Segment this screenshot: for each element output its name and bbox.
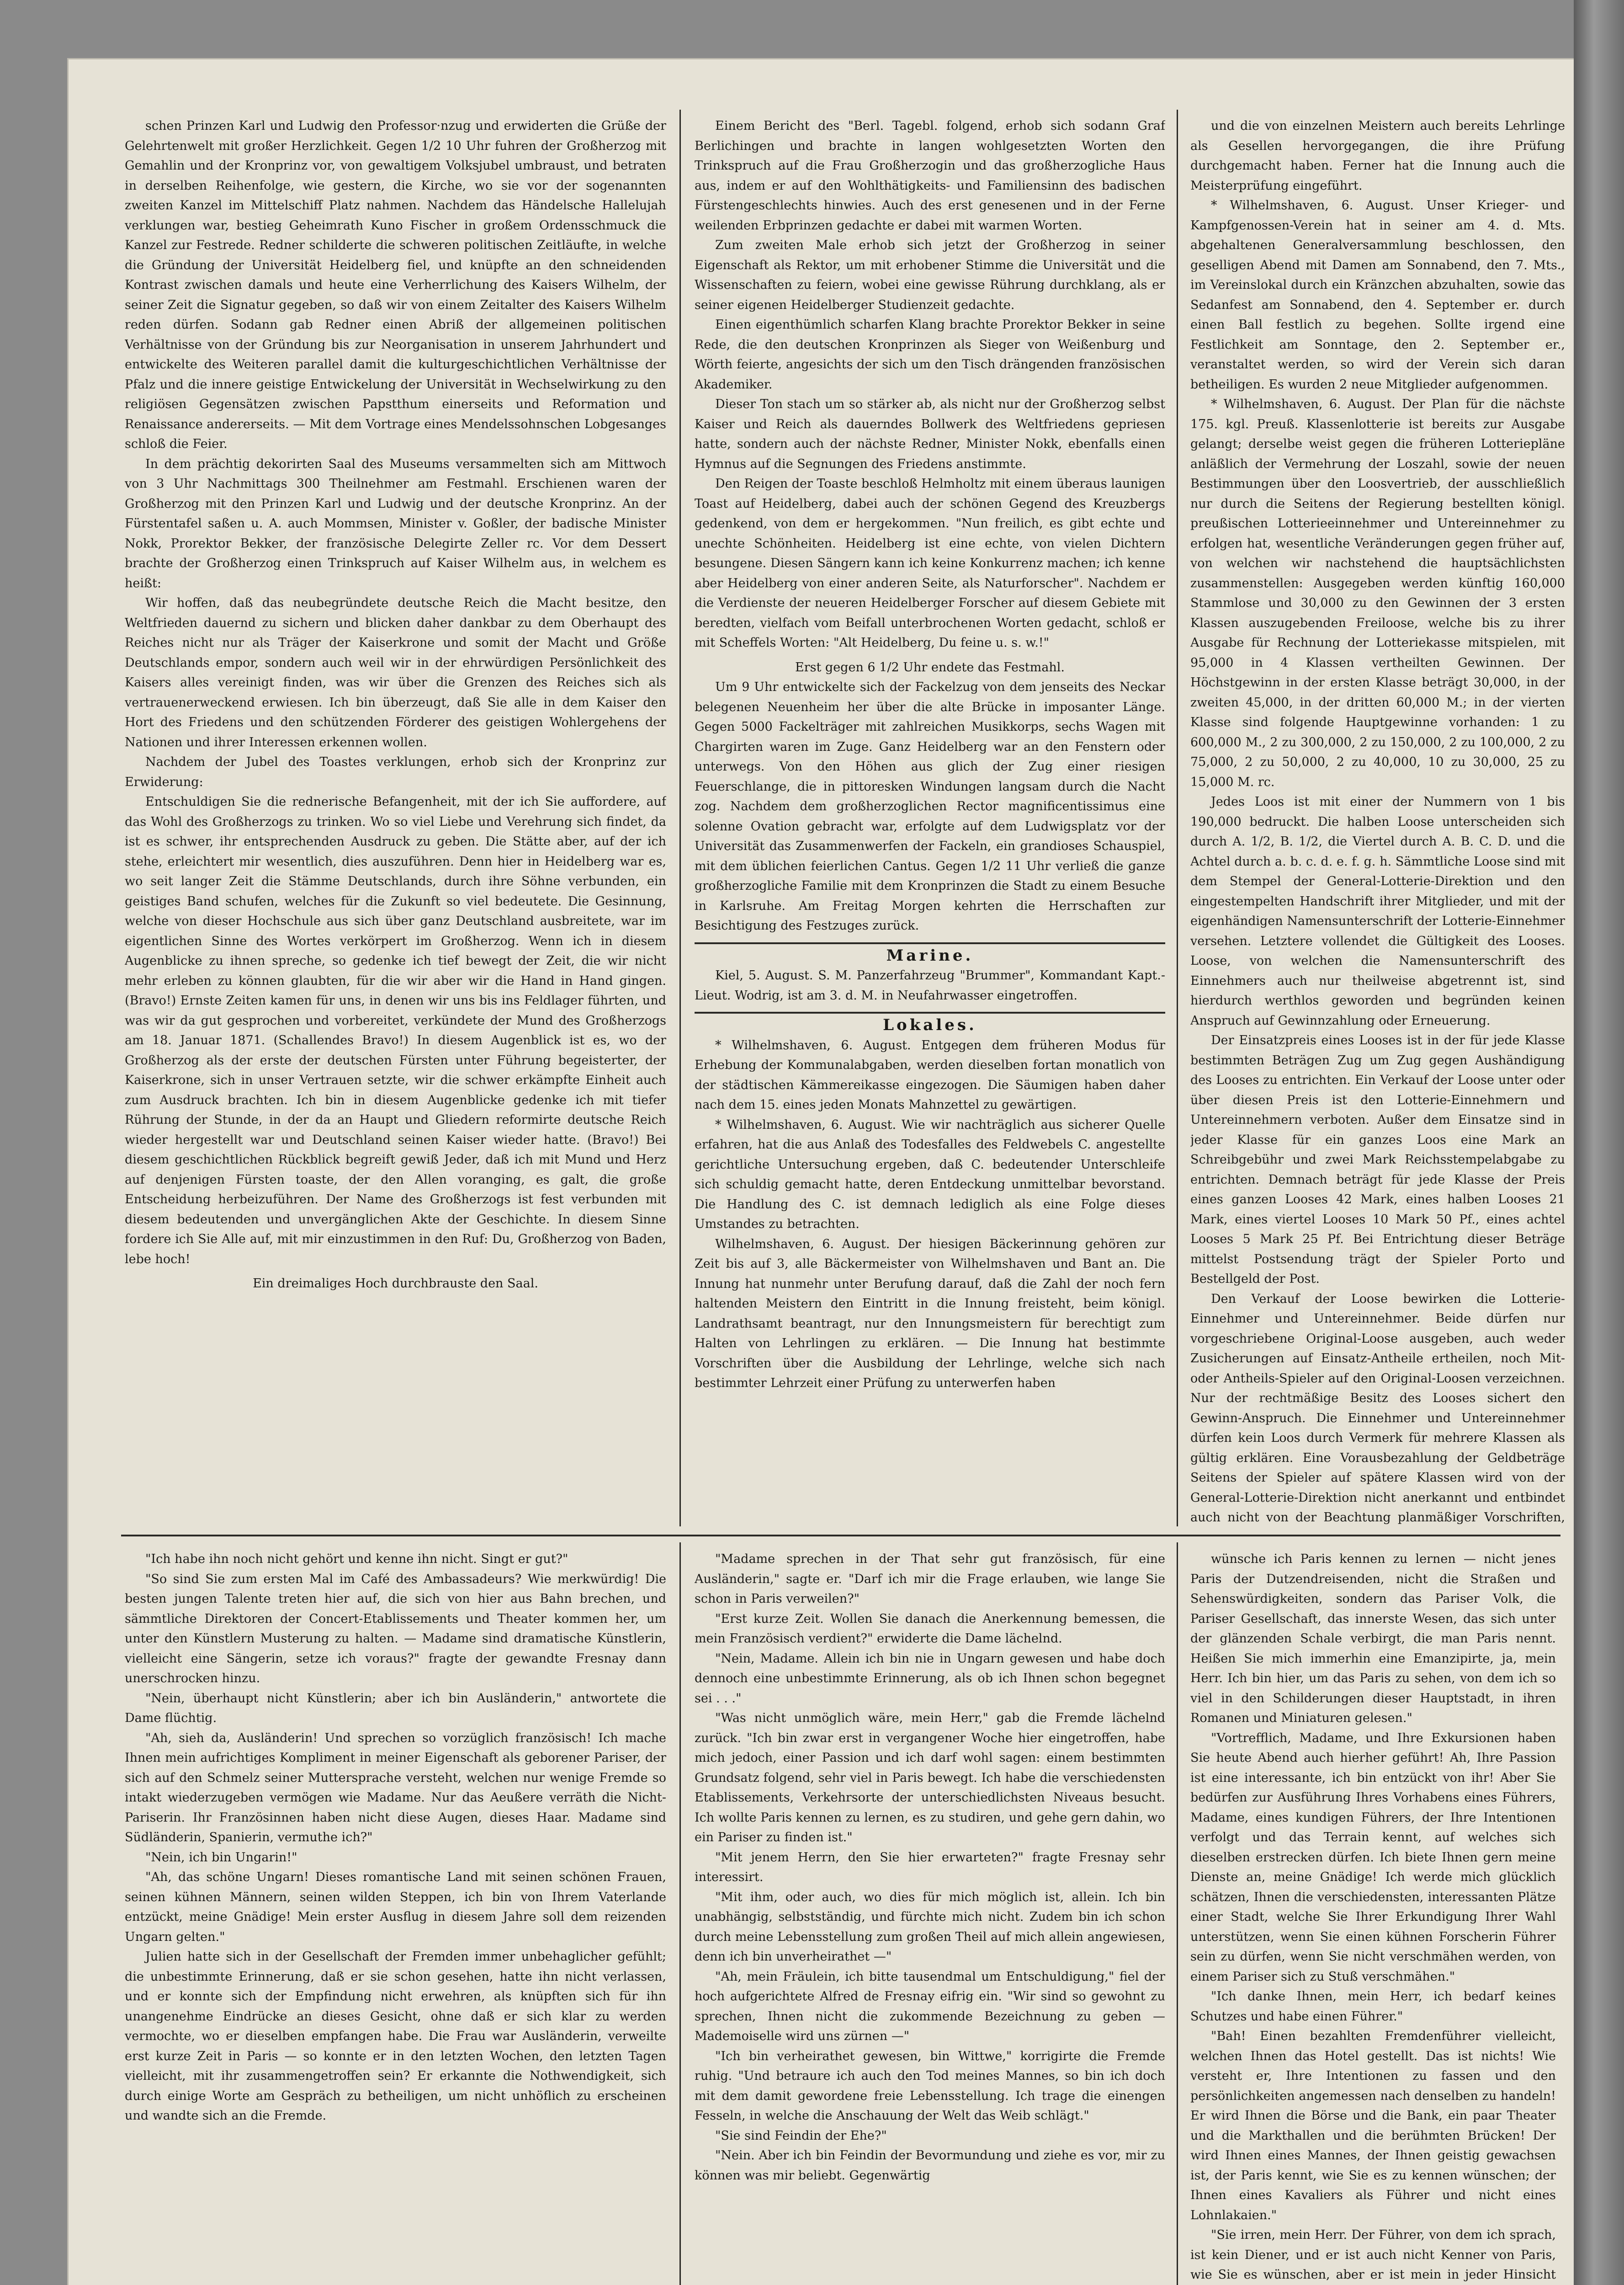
feuilleton-paragraph: "Sie irren, mein Herr. Der Führer, von dem ich sprach, ist kein Diener, und er ist auch nicht Kenner von Paris, wie Sie es wünschen, aber er ist mein in jeder Hinsicht — [1190, 2228, 1556, 2282]
news-column-3 — [1190, 116, 1565, 1526]
news-paragraph: Einem Bericht des "Berl. Tagebl. folgend, erhob sich sodann Graf Berlichingen und brachte in langen wohlgesetzten Worten den Trinkspruch auf die Frau Großherzogin und das großherzogliche Haus aus, indem er auf den Wohlthätigkeits- und Familiensinn des badischen Fürstengeschlechts hinwies. Auch des erst genesenen und in der Ferne weilenden Erbprinzen gedachte er dabei mit warmen Worten. — [695, 119, 1165, 233]
news-paragraph: Einen eigenthümlich scharfen Klang brachte Prorektor Bekker in seine Rede, die den deutschen Kronprinzen als Sieger von Weißenburg und Wörth feierte, angesichts der sich um den Tisch drängenden französischen Akademiker. — [695, 318, 1165, 392]
news-paragraph: schen Prinzen Karl und Ludwig den Professor·nzug und erwiderten die Grüße der Gelehrtenwelt mit großer Herzlichkeit. Gegen 1/2 10 Uhr fuhren der Großherzog mit Gemahlin und der Kronprinz vor, von gewaltigem Volksjubel umbraust, und betraten in derselben Reihenfolge, wie gestern, die Kirche, wo sie vor der sogenannten zweiten Kanzel im Mittelschiff Platz nahmen. Nachdem das Händelsche Hallelujah verklungen war, bestieg Geheimrath Kuno Fischer in großem Ordensschmuck die Kanzel zur Festrede. Redner schilderte die schweren politischen Zeitläufte, in welche die Gründung der Universität Heidelberg fiel, und knüpfte an den schneidenden Kontrast zwischen damals und heute eine Verherrlichung des Kaisers Wilhelm, der seiner Zeit die Signatur gegeben, so daß wir von einem Zeitalter des Kaisers Wilhelm reden dürfen. Sodann gab Redner einen Abriß der allgemeinen politischen Verhältnisse von der Gründung bis zur Neorganisation in unserem Jahrhundert und entwickelte des Weiteren parallel damit die kulturgeschichtlichen Verhältnisse der Pfalz und die innere geistige Entwickelung der Universität in Wechselwirkung zu den religiösen Gegensätzen zwischen Papstthum einerseits und Reformation und Renaissance andererseits. — Mit dem Vortrage eines Mendelssohnschen Lobgesanges schloß die Feier. — [125, 119, 666, 451]
news-paragraph: Um 9 Uhr entwickelte sich der Fackelzug von dem jenseits des Neckar belegenen Neuenheim her über die alte Brücke in imposanter Länge. Gegen 5000 Fackelträger mit zahlreichen Musikkorps, sechs Wagen mit Chargirten waren im Zuge. Ganz Heidelberg war an den Fenstern oder unterwegs. Von den Höhen aus glich der Zug einer riesigen Feuerschlange, die in pittoresken Windungen langsam durch die Nacht zog. Nachdem dem großherzoglichen Rector magnificentissimus eine solenne Ovation gebracht war, erfolgte auf dem Ludwigsplatz vor der Universität das Zusammenwerfen der Fackeln, ein grandioses Schauspiel, mit dem üblichen feierlichen Cantus. Gegen 1/2 11 Uhr verließ die ganze großherzogliche Familie mit dem Kronprinzen die Stadt zu einem Besuche in Karlsruhe. Am Freitag Morgen kehrten die Herrschaften zur Besichtigung des Festzuges zurück. — [695, 680, 1165, 933]
feuilleton-paragraph: "Nein, Madame. Allein ich bin nie in Ungarn gewesen und habe doch dennoch eine unbestimmte Erinnerung, als ob ich Ihnen schon begegnet sei . . ." — [695, 1651, 1165, 1706]
feuilleton-paragraph: "Nein, überhaupt nicht Künstlerin; aber ich bin Ausländerin," antwortete die Dame flüchtig. — [125, 1691, 666, 1725]
feuilleton-paragraph: "So sind Sie zum ersten Mal im Café des Ambassadeurs? Wie merkwürdig! Die besten jungen Talente treten hier auf, die sich von hier aus Bahn brechen, und sämmtliche Direktoren der Concert-Etablissements und Theater kommen her, um unter den Künstlern Musterung zu halten. — Madame sind dramatische Künstlerin, vielleicht eine Sängerin, setze ich voraus?" fragte der gewandte Fresnay dann unerschrocken hinzu. — [125, 1572, 666, 1685]
feuilleton-paragraph: "Nein, ich bin Ungarin!" — [145, 1850, 297, 1865]
feuilleton-paragraph: "Was nicht unmöglich wäre, mein Herr," gab die Fremde lächelnd zurück. "Ich bin zwar erst in vergangener Woche hier eingetroffen, habe mich jedoch, einer Passion und ich darf wohl sagen: einem bestimmten Grundsatz folgend, sehr viel in Paris bewegt. Ich habe die verschiedensten Etablissements, Verkehrsorte der unterschiedlichsten Niveaus besucht. Ich wollte Paris kennen zu lernen, es zu studiren, und gehe gern dahin, wo ein Pariser zu finden ist." — [695, 1711, 1165, 1844]
news-paragraph: * Wilhelmshaven, 6. August. Unser Krieger- und Kampfgenossen-Verein hat in seiner am 4. d. Mts. abgehaltenen Generalversammlung beschlossen, den geselligen Abend mit Damen am Sonnabend, den 7. Mts., im Vereinslokal durch ein Kränzchen abzuhalten, sowie das Sedanfest am Sonnabend, den 4. September er. durch einen Ball festlich zu begehen. Sollte irgend eine Festlichkeit am Sonntage, den 2. September er., veranstaltet werden, so wird der Verein sich daran betheiligen. Es wurden 2 neue Mitglieder aufgenommen. — [1190, 198, 1565, 392]
feuilleton-paragraph: "Ich habe ihn noch nicht gehört und kenne ihn nicht. Singt er gut?" — [145, 1552, 568, 1566]
section-heading-marine: Marine. — [886, 946, 974, 965]
newspaper-page — [69, 59, 1576, 2285]
feuilleton-paragraph: "Ah, mein Fräulein, ich bitte tausendmal um Entschuldigung," fiel der hoch aufgerichtete Alfred de Fresnay eifrig ein. "Wir sind so gewohnt zu sprechen, Ihnen nicht die zukommende Bezeichnung zu geben — Mademoiselle wird uns zürnen —" — [695, 1969, 1165, 2043]
news-paragraph: Erst gegen 6 1/2 Uhr endete das Festmahl. — [795, 660, 1065, 675]
news-column-2 — [695, 116, 1165, 1526]
feuilleton-paragraph: "Ah, sieh da, Ausländerin! Und sprechen so vorzüglich französisch! Ich mache Ihnen mein aufrichtiges Kompliment in meiner Eigenschaft als geborener Pariser, der sich auf den Schmelz seiner Muttersprache versteht, welchen nur wenige Fremde so intakt wiederzugeben vermögen wie Madame. Nur das Aeußere verräth die Nicht-Pariserin. Ihr Französinnen haben nicht diese Augen, dieses Haar. Madame sind Südländerin, Spanierin, vermuthe ich?" — [125, 1731, 666, 1844]
news-paragraph: Jedes Loos ist mit einer der Nummern von 1 bis 190,000 bedruckt. Die halben Loose unterscheiden sich durch A. 1/2, B. 1/2, die Viertel durch A. B. C. D. und die Achtel durch a. b. c. d. e. f. g. h. Sämmtliche Loose sind mit dem Stempel der General-Lotterie-Direktion und den eingestempelten Handschrift ihrer Mitglieder, und mit der eigenhändigen Namensunterschrift der Lotterie-Einnehmer versehen. Letztere vollendet die Gültigkeit des Looses. Loose, von welchen die Namensunterschrift des Einnehmers auch nur theilweise abgetrennt ist, sind hierdurch werthlos geworden und begründen keinen Anspruch auf Gewinnzahlung oder Erneuerung. — [1190, 795, 1565, 1028]
news-paragraph: Wir hoffen, daß das neubegründete deutsche Reich die Macht besitze, den Weltfrieden dauernd zu sichern und blicken daher dankbar zu dem Oberhaupt des Reiches nicht nur als Träger der Kaiserkrone und somit der Macht und Größe Deutschlands empor, sondern auch weil wir in der ehrwürdigen Persönlichkeit des Kaisers alles vereinigt finden, was wir über die Grenzen des Reiches sich als vertrauenerweckend erwiesen. Ich bin überzeugt, daß Sie alle in dem Kaiser den Hort des Friedens und den schützenden Förderer des geistigen Wohlergehens der Nationen und ihrer Interessen erkennen wollen. — [125, 596, 666, 749]
news-paragraph: Nachdem der Jubel des Toastes verklungen, erhob sich der Kronprinz zur Erwiderung: — [125, 755, 666, 789]
news-paragraph: In dem prächtig dekorirten Saal des Museums versammelten sich am Mittwoch von 3 Uhr Nachmittags 300 Theilnehmer am Festmahl. Erschienen waren der Großherzog mit den Prinzen Karl und Ludwig und der deutsche Kronprinz. An der Fürstentafel saßen u. A. auch Mommsen, Minister v. Goßler, der badische Minister Nokk, Prorektor Bekker, der französische Delegirte Zeller rc. Vor dem Dessert brachte der Großherzog einen Trinkspruch auf Kaiser Wilhelm aus, in welchem es heißt: — [125, 457, 666, 590]
news-paragraph: * Wilhelmshaven, 6. August. Wie wir nachträglich aus sicherer Quelle erfahren, hat die aus Anlaß des Todesfalles des Feldwebels C. angestellte gerichtliche Untersuchung ergeben, daß C. bedeutender Unterschleife sich schuldig gemacht hatte, deren Entdeckung unmittelbar bevorstand. Die Handlung des C. ist demnach lediglich als eine Folge dieses Umstandes zu betrachten. — [695, 1117, 1165, 1231]
section-heading-lokales: Lokales. — [883, 1016, 977, 1034]
feuilleton-paragraph: "Erst kurze Zeit. Wollen Sie danach die Anerkennung bemessen, die mein Französisch verdient?" erwiderte die Dame lächelnd. — [695, 1611, 1165, 1646]
news-paragraph: Wilhelmshaven, 6. August. Der hiesigen Bäckerinnung gehören zur Zeit bis auf 3, alle Bäckermeister von Wilhelmshaven und Bant an. Die Innung hat nunmehr unter Berufung darauf, daß die Zahl der noch fern haltenden Meistern den Eintritt in die Innung freisteht, beim königl. Landrathsamt beantragt, nur den Innungsmeistern für berechtigt zum Halten von Lehrlingen zu erklären. — Die Innung hat bestimmte Vorschriften über die Ausbildung der Lehrlinge, welche sich nach bestimmter Lehrzeit einer Prüfung zu unterwerfen haben — [695, 1237, 1165, 1390]
feuilleton-paragraph: "Mit ihm, oder auch, wo dies für mich möglich ist, allein. Ich bin unabhängig, selbstständig, und fürchte mich nicht. Zudem bin ich schon durch meine Lebensstellung zum großen Theil auf mich allein angewiesen, denn ich bin unverheirathet —" — [695, 1890, 1165, 1964]
feuilleton-paragraph: "Vortrefflich, Madame, und Ihre Exkursionen haben Sie heute Abend auch hierher geführt! Ah, Ihre Passion ist eine interessante, ich bin entzückt von ihr! Aber Sie bedürfen zur Ausführung Ihres Vorhabens eines Führers, Madame, eines kundigen Führers, der Ihre Intentionen verfolgt und das Terrain kennt, auf welches sich dieselben erstrecken dürfen. Ich biete Ihnen gern meine Dienste an, meine Gnädige! Ich werde mich glücklich schätzen, Ihnen die verschiedensten, interessanten Plätze einer Stadt, welche Sie Ihrer Erkundigung Ihrer Wahl unterstützen, wenn Sie einen kühnen Forscherin Führer sein zu dürfen, wenn Sie nicht verschmähen werden, von einem Pariser sich zu Stuß verschmähen." — [1190, 1731, 1556, 1984]
section-rule — [695, 942, 1165, 944]
feuilleton-column-2 — [695, 1549, 1165, 2285]
feuilleton-paragraph: wünsche ich Paris kennen zu lernen — nicht jenes Paris der Dutzendreisenden, nicht die Straßen und Sehenswürdigkeiten, sondern das Pariser Volk, die Pariser Gesellschaft, das innerste Wesen, das sich unter der glänzenden Schale verbirgt, die man Paris nennt. Heißen Sie mich immerhin eine Emanzipirte, ja, mein Herr. Ich bin hier, um das Paris zu sehen, von dem ich so viel in den Schilderungen dieser Hauptstadt, in ihren Romanen und Miniaturen gelesen." — [1190, 1552, 1556, 1725]
news-paragraph: Zum zweiten Male erhob sich jetzt der Großherzog in seiner Eigenschaft als Rektor, um mit erhobener Stimme die Universität und die Wissenschaften zu feiern, wobei eine gewisse Rührung durchklang, als er seiner eigenen Heidelberger Studienzeit gedachte. — [695, 238, 1165, 312]
feuilleton-paragraph: Julien hatte sich in der Gesellschaft der Fremden immer unbehaglicher gefühlt; die unbestimmte Erinnerung, daß er sie schon gesehen, hatte ihn nicht verlassen, und er konnte sich der Empfindung nicht erwehren, als knüpften sich für ihn unangenehme Eindrücke an dieses Gesicht, ohne daß er sich klar zu werden vermochte, wo er dieselben empfangen habe. Die Frau war Ausländerin, verweilte erst kurze Zeit in Paris — so konnte er in den letzten Wochen, den letzten Tagen vielleicht, mit ihr zusammengetroffen sein? Er erkannte die Nothwendigkeit, sich durch einige Worte am Gespräch zu betheiligen, um nicht unhöflich zu erscheinen und wandte sich an die Fremde. — [125, 1950, 666, 2123]
column-divider — [679, 110, 681, 1526]
column-divider — [1177, 110, 1178, 1526]
news-paragraph: * Wilhelmshaven, 6. August. Der Plan für die nächste 175. kgl. Preuß. Klassenlotterie ist bereits zur Ausgabe gelangt; derselbe weist gegen die früheren Lotteriepläne anläßlich der Vermehrung der Loszahl, sowie der neuen Bestimmungen über den Loosvertrieb, der ausschließlich nur durch die Seitens der Regierung bestellten königl. preußischen Lotterieeinnehmer und Untereinnehmer zu erfolgen hat, wesentliche Veränderungen gegen früher auf, von welchen wir nachstehend die hauptsächlichsten zusammenstellen: Ausgegeben werden künftig 160,000 Stammlose und 30,000 zu den Gewinnen der 3 ersten Klassen auszugebenden Freiloose, welche bis zu ihrer Ausgabe für Rechnung der Lotteriekasse mitspielen, mit 95,000 in 4 Klassen vertheilten Gewinnen. Der Höchstgewinn in der ersten Klasse beträgt 30,000, in der zweiten 45,000, in der dritten 60,000 M.; in der vierten Klasse sind folgende Hauptgewinne vorhanden: 1 zu 600,000 M., 2 zu 300,000, 2 zu 150,000, 2 zu 100,000, 2 zu 75,000, 2 zu 50,000, 2 zu 40,000, 10 zu 30,000, 25 zu 15,000 M. rc. — [1190, 397, 1565, 789]
news-paragraph: Kiel, 5. August. S. M. Panzerfahrzeug "Brummer", Kommandant Kapt.-Lieut. Wodrig, ist am 3. d. M. in Neufahrwasser eingetroffen. — [695, 968, 1165, 1003]
feuilleton-column-1 — [125, 1549, 666, 2285]
feuilleton-paragraph: "Nein. Aber ich bin Feindin der Bevormundung und ziehe es vor, mir zu können was mir beliebt. Gegenwärtig — [695, 2148, 1165, 2183]
news-paragraph: und die von einzelnen Meistern auch bereits Lehrlinge als Gesellen hervorgegangen, die ihre Prüfung durchgemacht haben. Ferner hat die Innung auch die Meisterprüfung eingeführt. — [1190, 119, 1565, 193]
feuilleton-separator — [121, 1535, 1560, 1536]
news-paragraph: Den Verkauf der Loose bewirken die Lotterie-Einnehmer und Untereinnehmer. Beide dürfen nur vorgeschriebene Original-Loose ausgeben, auch weder Zusicherungen auf Einsatz-Antheile ertheilen, noch Mit- oder Antheils-Spieler auf den Original-Loosen verzeichnen. Nur der rechtmäßige Besitz des Looses sichert den Gewinn-Anspruch. Die Einnehmer und Untereinnehmer dürfen kein Loos durch Vermerk für mehrere Klassen als gültig erklären. Eine Vorausbezahlung der Geldbeträge Seitens der Spieler auf spätere Klassen wird von der General-Lotterie-Direktion nicht anerkannt und entbindet auch nicht von der Beachtung planmäßiger Vorschriften, — [1190, 1291, 1565, 1525]
news-paragraph: Entschuldigen Sie die rednerische Befangenheit, mit der ich Sie auffordere, auf das Wohl des Großherzogs zu trinken. Wo so viel Liebe und Verehrung sich findet, da ist es schwer, ihr entsprechenden Ausdruck zu geben. Die Stätte aber, auf der ich stehe, erleichtert mir wesentlich, dies auszuführen. Denn hier in Heidelberg war es, wo seit langer Zeit die Stämme Deutschlands, durch ihre Söhne verbunden, ein geistiges Band schufen, welches für die Zukunft so viel bedeutete. Die Gesinnung, welche von dieser Hochschule aus sich über ganz Deutschland ausbreitete, war im eigentlichen Sinne des Wortes verkörpert im Großherzog. Wenn ich in diesem Augenblicke zu ihnen spreche, so gedenke ich tief bewegt der Zeit, die wir nicht mehr erleben zu können glaubten, für die wir aber wir die Hand in Hand gingen. (Bravo!) Ernste Zeiten kamen für uns, in denen wir uns bis ins Feldlager führten, und was wir da gut gesprochen und vorbereitet, verkündete der Mund des Großherzogs am 18. Januar 1871. (Schallendes Bravo!) In diesem Augenblick ist es, wo der Großherzog als der erste der deutschen Fürsten unter Führung begeisterter, der Kaiserkrone, sich in unser Vertrauen setzte, wir die schwer erkämpfte Einheit auch zum Ausdruck brachten. Ich bin in diesem Augenblicke gedenke ich mit tiefer Rührung der Stunde, in der da an Haupt und Gliedern reformirte deutsche Reich wieder hergestellt war und Deutschland seinen Kaiser wieder hatte. (Bravo!) Bei diesem geschichtlichen Rückblick begreift gewiß Jeder, daß ich mit Mund und Herz auf denjenigen Fürsten toaste, der den Allen voranging, es galt, die große Entscheidung herbeizuführen. Der Name des Großherzogs ist fest verbunden mit diesem bedeutenden und unvergänglichen Akte der Geschichte. In diesem Sinne fordere ich Sie Alle auf, mit mir einzustimmen in den Ruf: Du, Großherzog von Baden, lebe hoch! — [125, 795, 666, 1266]
feuilleton-paragraph: "Ich danke Ihnen, mein Herr, ich bedarf keines Schutzes und habe einen Führer." — [1190, 1989, 1556, 2024]
feuilleton-paragraph: "Ah, das schöne Ungarn! Dieses romantische Land mit seinen schönen Frauen, seinen kühnen Männern, seinen wilden Steppen, ich bin von Ihrem Vaterlande entzückt, meine Gnädige! Mein erster Ausflug in diesem Jahre soll dem reizenden Ungarn gelten." — [125, 1870, 666, 1944]
feuilleton-column-3 — [1190, 1549, 1556, 2285]
feuilleton-paragraph: "Ich bin verheirathet gewesen, bin Wittwe," korrigirte die Fremde ruhig. "Und betraure ich auch den Tod meines Mannes, so bin ich doch mit dem damit gewordene freie Lebensstellung. Ich trage die einengen Fesseln, in welche die Anschauung der Welt das Weib schlägt." — [695, 2049, 1165, 2123]
news-paragraph: Der Einsatzpreis eines Looses ist in der für jede Klasse bestimmten Beträgen Zug um Zug gegen Aushändigung des Looses zu entrichten. Ein Verkauf der Loose unter oder über diesen Preis ist den Lotterie-Einnehmern und Untereinnehmern verboten. Außer dem Einsatze sind in jeder Klasse für ein ganzes Loos eine Mark an Schreibgebühr und zwei Mark Reichsstempelabgabe zu entrichten. Demnach beträgt für jede Klasse der Preis eines ganzen Looses 42 Mark, eines halben Looses 21 Mark, eines viertel Looses 10 Mark 50 Pf., eines achtel Looses 5 Mark 25 Pf. Bei Entrichtung dieser Beträge mittelst Postsendung trägt der Spieler Porto und Bestellgeld der Post. — [1190, 1033, 1565, 1286]
news-paragraph: Den Reigen der Toaste beschloß Helmholtz mit einem überaus launigen Toast auf Heidelberg, dabei auch der schönen Gegend des Kreuzbergs gedenkend, von dem er hergekommen. "Nun freilich, es gibt echte und unechte Schönheiten. Heidelberg ist eine echte, von vielen Dichtern besungene. Diesen Sängern kann ich keine Konkurrenz machen; ich kenne aber Heidelberg von einer anderen Seite, als Naturforscher". Nachdem er die Verdienste der neueren Heidelberger Forscher auf diesem Gebiete mit beredten, vielfach vom Beifall unterbrochenen Worten gedacht, schloß er mit Scheffels Worten: "Alt Heidelberg, Du feine u. s. w.!" — [695, 477, 1165, 650]
news-paragraph: * Wilhelmshaven, 6. August. Entgegen dem früheren Modus für Erhebung der Kommunalabgaben, werden dieselben fortan monatlich von der städtischen Kämmereikasse eingezogen. Die Säumigen haben daher nach dem 15. eines jeden Monats Mahnzettel zu gewärtigen. — [695, 1038, 1165, 1112]
feuilleton-paragraph: "Bah! Einen bezahlten Fremdenführer vielleicht, welchen Ihnen das Hotel gestellt. Das ist nichts! Wie versteht er, Ihre Intentionen zu fassen und den persönlichkeiten angemessen nach denselben zu handeln! Er wird Ihnen die Börse und die Bank, ein paar Theater und die Markthallen und die berühmten Brücken! Der wird Ihnen eines Mannes, der Ihnen geistig gewachsen ist, der Paris kennt, wie Sie es zu kennen wünschen; der Ihnen eines Kavaliers als Führer und nicht eines Lohnlakaien." — [1190, 2029, 1556, 2222]
feuilleton-paragraph: "Madame sprechen in der That sehr gut französisch, für eine Ausländerin," sagte er. "Darf ich mir die Frage erlauben, wie lange Sie schon in Paris verweilen?" — [695, 1552, 1165, 1606]
column-divider — [1177, 1542, 1178, 2285]
feuilleton-paragraph: "Mit jenem Herrn, den Sie hier erwarteten?" fragte Fresnay sehr interessirt. — [695, 1850, 1165, 1884]
section-rule — [695, 1012, 1165, 1014]
column-divider — [679, 1542, 681, 2285]
page-edge-shadow — [1574, 0, 1624, 2285]
news-paragraph: Dieser Ton stach um so stärker ab, als nicht nur der Großherzog selbst Kaiser und Reich als dauerndes Bollwerk des Weltfriedens gepriesen hatte, sondern auch der nächste Redner, Minister Nokk, ebenfalls einen Hymnus auf die Segnungen des Friedens anstimmte. — [695, 397, 1165, 471]
feuilleton-paragraph: "Sie sind Feindin der Ehe?" — [715, 2128, 887, 2143]
news-column-1 — [125, 116, 666, 1526]
news-paragraph: Ein dreimaliges Hoch durchbrauste den Saal. — [253, 1276, 538, 1291]
